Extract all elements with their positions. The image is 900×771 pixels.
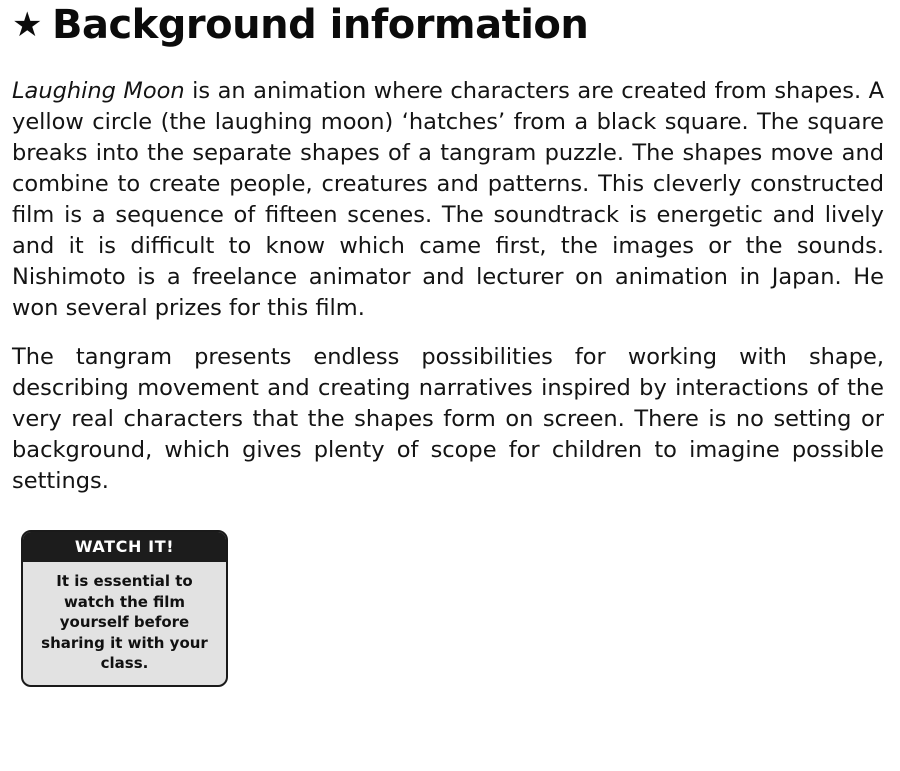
paragraph-film-description (12, 76, 884, 324)
watch-it-callout (21, 530, 228, 687)
film-title: Laughing Moon (12, 78, 185, 104)
paragraph-tangram (12, 342, 884, 497)
section-heading (12, 2, 588, 48)
paragraph-text: The tangram presents endless possibilities for working with shape, describing movement and creating narratives inspired by interactions of the very real characters that the shapes form on screen. There is no setting or background, which gives plenty of scope for children to imagine possible settings. (12, 344, 884, 494)
section-title: Background information (51, 2, 589, 48)
callout-header: WATCH IT! (23, 532, 226, 562)
star-icon: ★ (12, 5, 42, 45)
callout-body: It is essential to watch the film yourself before sharing it with your class. (41, 572, 208, 672)
paragraph-text: is an animation where characters are created from shapes. A yellow circle (the laughing moon) ‘hatches’ from a black square. The square breaks into the separate shapes of a tangram puzzle. The shapes move and combine to create people, creatures and patterns. This cleverly constructed film is a sequence of fifteen scenes. The soundtrack is energetic and lively and it is difficult to know which came first, the images or the sounds. Nishimoto is a freelance animator and lecturer on animation in Japan. He won several prizes for this film. (12, 78, 884, 321)
